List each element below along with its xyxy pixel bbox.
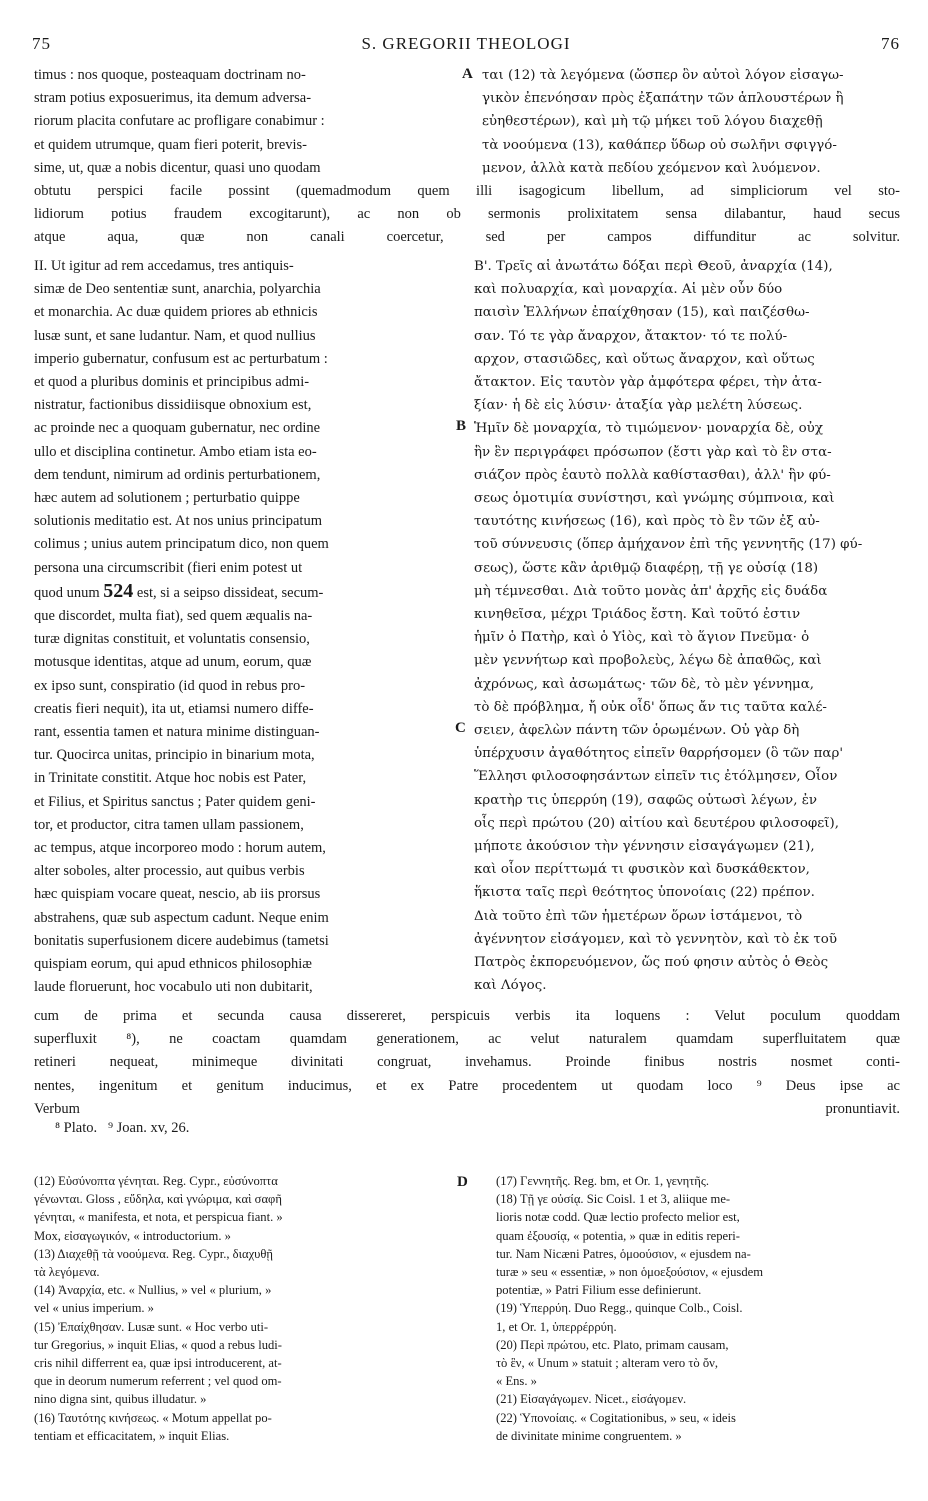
- latin-line: atque aqua, quæ non canali coercetur, sed per campos diffunditur ac solvitur.: [34, 229, 900, 246]
- note-line: (17) Γεννητῆς. Reg. bm, et Or. 1, γενητῆς.: [496, 1174, 709, 1188]
- note-line: (20) Περὶ πρώτου, etc. Plato, primam causam,: [496, 1337, 729, 1352]
- note-line: tur Gregorius, » inquit Elias, « quod a rebus ludi-: [34, 1337, 282, 1352]
- greek-column-top: [482, 64, 900, 180]
- greek-line: μὲν γεννήτωρ καὶ προβολεὺς, λέγω δὲ ἀπαθῶς, καὶ: [474, 653, 822, 669]
- margin-marker-a: A: [462, 66, 473, 82]
- greek-line: ἥκιστα ταῖς περὶ θεότητος ὑπονοίαις (22) πρέπον.: [474, 885, 815, 901]
- greek-line: τοῦ σύννευσις (ὅπερ ἀμήχανον ἐπὶ τῆς γεννητῆς (17) φύ-: [474, 537, 863, 553]
- latin-line: tur. Quocirca unitas, principio in binarium mota,: [34, 747, 315, 764]
- latin-line: est, si a seipso dissideat, secum-: [136, 584, 324, 601]
- source-notes: ⁸ Plato. ⁹ Joan. xv, 26.: [55, 1120, 190, 1136]
- latin-fullwidth-1: [34, 180, 900, 250]
- latin-line: cum de prima et secunda causa dissereret, perspicuis verbis ita loquens : Velut poculum quoddam: [34, 1008, 900, 1024]
- note-line: γένηται, « manifesta, et nota, et perspicua fiant. »: [34, 1210, 283, 1225]
- note-line: de divinitate minime congruentem. »: [496, 1428, 682, 1443]
- note-line: (15) Ἐπαίχθησαν. Lusæ sunt. « Hoc verbo uti-: [34, 1319, 269, 1334]
- page-number-right: 76: [881, 34, 900, 53]
- latin-line: simæ de Deo sententiæ sunt, anarchia, polyarchia: [34, 281, 321, 298]
- latin-line: que discordet, multa fiat), sed quem æqualis na-: [34, 608, 313, 625]
- latin-line: quod unum: [34, 584, 100, 601]
- greek-line: Β'. Τρεῖς αἱ ἀνωτάτω δόξαι περὶ Θεοῦ, ἀναρχία (14),: [474, 259, 833, 274]
- note-line: τὸ ἓν, « Unum » statuit ; alteram vero τὸ ὄν,: [496, 1356, 718, 1371]
- latin-line: et quidem utrumque, quam fieri poterit, brevis-: [34, 136, 308, 153]
- note-line: (21) Εἰσαγάγωμεν. Nicet., εἰσάγομεν.: [496, 1392, 687, 1407]
- latin-line: ac proinde nec a quoquam gubernatur, nec ordine: [34, 420, 321, 437]
- note-line: nino digna sint, quibus illudatur. »: [34, 1392, 207, 1407]
- greek-line: ἡμῖν ὁ Πατὴρ, καὶ ὁ Υἱὸς, καὶ τὸ ἅγιον Πνεῦμα· ὁ: [474, 630, 810, 646]
- latin-line: nistratur, factionibus dissidiisque obnoxium est,: [34, 397, 312, 414]
- note-line: lioris notæ codd. Quæ lectio profecto melior est,: [496, 1210, 740, 1225]
- note-line: (22) Ὑπονοίαις. « Cogitationibus, » seu, « ideis: [496, 1410, 736, 1425]
- latin-line: tor, et productor, citra tamen ullam passionem,: [34, 816, 304, 833]
- latin-line: superfluxit ⁸), ne coactam quamdam generationem, ac velut naturalem quamdam superfluitatem quæ: [34, 1031, 900, 1048]
- greek-column-main: [474, 255, 900, 998]
- latin-line: lusæ sunt, et sane ludantur. Nam, et quod nullius: [34, 327, 316, 344]
- latin-line: timus : nos quoque, posteaquam doctrinam no-: [34, 67, 306, 83]
- latin-line: laude floruerunt, hoc vocabulo uti non dubitarit,: [34, 979, 313, 996]
- greek-line: ὑπέρχυσιν ἀγαθότητος εἰπεῖν θαρρήσομεν (ὃ τῶν παρ': [474, 746, 844, 762]
- greek-line: καὶ πολυαρχία, καὶ μοναρχία. Αἱ μὲν οὖν δύο: [474, 282, 783, 298]
- latin-line: persona una circumscribit (fieri enim potest ut: [34, 559, 303, 576]
- latin-line: ullo et disciplina continetur. Ambo etiam ista eo-: [34, 443, 317, 460]
- greek-line: Ἕλλησι φιλοσοφησάντων εἰπεῖν τις ἐτόλμησεν, Οἷον: [474, 769, 838, 785]
- latin-line: nentes, ingenitum et genitum inducimus, et ex Patre procedentem ut quodam loco ⁹ Deus ipse ac: [34, 1077, 900, 1094]
- greek-line: ξίαν· ἡ δὲ εἰς λύσιν· ἀταξία γὰρ μελέτη λύσεως.: [474, 398, 803, 414]
- margin-marker-b: B: [456, 418, 467, 434]
- greek-line: γικὸν ἐπενόησαν πρὸς ἐξαπάτην τῶν ἁπλουστέρων ἢ: [482, 91, 844, 107]
- latin-line: hæc quispiam vocare queat, nescio, ab iis prorsus: [34, 886, 321, 903]
- latin-line: rant, essentia tamen et natura minime distinguan-: [34, 724, 320, 741]
- latin-line: obtutu perspici facile possint (quemadmodum quem illi isagogicum libellum, ad simpliciorum vel sto-: [34, 183, 900, 199]
- latin-line: imperio gubernatur, confusum est ac perturbatum :: [34, 350, 328, 367]
- latin-line: bonitatis superfusionem dicere audebimus (tametsi: [34, 932, 329, 949]
- note-line: γένωνται. Gloss , εὔδηλα, καὶ γνώριμα, καὶ σαφῆ: [34, 1192, 282, 1207]
- greek-line: σεως), ὥστε κἂν ἀριθμῷ διαφέρῃ, τῇ γε οὐσίᾳ (18): [474, 560, 819, 576]
- greek-line: τὰ νοούμενα (13), καθάπερ ὕδωρ οὐ σωλῆνι σφιγγό-: [482, 137, 837, 153]
- greek-line: σιάζον πρὸς ἑαυτὸ πολλὰ καθίστασθαι), ἀλλ' ἣν φύ-: [474, 467, 831, 483]
- note-line: (19) Ὑπερρύη. Duo Regg., quinque Colb., Coisl.: [496, 1301, 743, 1316]
- latin-line: stram potius exposuerimus, ita demum adversa-: [34, 90, 312, 107]
- note-line: vel « unius imperium. »: [34, 1301, 154, 1316]
- greek-line: μενον, ἀλλὰ κατὰ πεδίου χεόμενον καὶ λυόμενον.: [482, 160, 821, 176]
- running-header: [32, 34, 900, 60]
- latin-line: et quod a pluribus dominis et principibus admi-: [34, 374, 310, 391]
- note-line: potentiæ, » Patri Filium esse definierunt.: [496, 1283, 702, 1298]
- latin-column-main: [34, 255, 454, 1000]
- column-number: 524: [103, 579, 134, 602]
- latin-line: et monarchia. Ac duæ quidem priores ab ethnicis: [34, 304, 318, 321]
- note-line: Mox, εἰσαγωγικόν, « introductorium. »: [34, 1228, 231, 1243]
- latin-line: creatis fieri nequit), ita ut, etiamsi numero diffe-: [34, 700, 314, 717]
- note-line: 1, et Or. 1, ὑπερρέρρύη.: [496, 1319, 617, 1334]
- greek-line: οἷς περὶ πρώτου (20) αἰτίου καὶ δευτέρου φιλοσοφεῖ),: [474, 815, 839, 831]
- margin-marker-c: C: [455, 720, 466, 736]
- latin-line: ac tempus, atque incorporeo modo : horum autem,: [34, 840, 326, 857]
- page-title: S. GREGORII THEOLOGI: [361, 34, 571, 53]
- greek-line: παισὶν Ἑλλήνων ἐπαίχθησαν (15), καὶ παιζέσθω-: [474, 305, 810, 321]
- latin-line: riorum placita confutare ac profligare conabimur :: [34, 113, 325, 130]
- greek-line: καὶ οἷον περίττωμά τι φυσικὸν καὶ δυσκάθεκτον,: [474, 862, 810, 878]
- latin-line: et Filius, et Spiritus sanctus ; Pater quidem geni-: [34, 793, 316, 810]
- greek-line: αρχον, στασιῶδες, καὶ οὕτως ἄναρχον, καὶ οὕτως: [474, 351, 815, 367]
- latin-line: dem tendunt, nimirum ad ordinis perturbationem,: [34, 466, 321, 483]
- greek-line: ταυτότης κινήσεως (16), καὶ πρὸς τὸ ἓν τῶν ἐξ αὐ-: [474, 514, 820, 530]
- greek-line: μήποτε ἀκούσιον τὴν γέννησιν εἰσαγάγωμεν (21),: [474, 839, 815, 855]
- latin-line: Verbum pronuntiavit.: [34, 1100, 900, 1117]
- greek-line: εὐηθεστέρων), καὶ μὴ τῷ μήκει τοῦ λόγου διαχεθῇ: [482, 114, 823, 130]
- latin-line: turæ dignitas constituit, et voluntatis consensio,: [34, 631, 310, 648]
- note-line: turæ » seu « essentiæ, » non ὁμοεξούσιον, « ejusdem: [496, 1265, 764, 1280]
- note-line: τὰ λεγόμενα.: [34, 1265, 100, 1280]
- latin-line: sime, ut, quæ a nobis dicentur, quasi uno quodam: [34, 159, 321, 176]
- note-line: (12) Εὐσύνοπτα γένηται. Reg. Cypr., εὐσύνοπτα: [34, 1174, 278, 1188]
- latin-line: II. Ut igitur ad rem accedamus, tres antiquis-: [34, 258, 294, 274]
- greek-line: Πατρὸς ἐκπορευόμενον, ὥς πού φησιν αὐτὸς ὁ Θεὸς: [474, 955, 829, 971]
- latin-line: in Trinitate constitit. Atque hoc nobis est Pater,: [34, 770, 307, 787]
- greek-line: ἄτακτον. Εἰς ταυτὸν γὰρ ἀμφότερα φέρει, τὴν ἀτα-: [474, 375, 822, 391]
- latin-line: hæc autem ad solutionem ; perturbatio quippe: [34, 490, 300, 507]
- latin-line: abstrahens, quæ sub aspectum cadunt. Neque enim: [34, 909, 329, 926]
- latin-line-with-colnum: [34, 580, 454, 605]
- greek-line: τὸ δὲ πρόβλημα, ἤ οὐκ οἶδ' ὅπως ἄν τις ταῦτα καλέ-: [474, 699, 827, 715]
- greek-line: Ἡμῖν δὲ μοναρχία, τὸ τιμώμενον· μοναρχία δὲ, οὐχ: [474, 421, 823, 437]
- latin-line: ex ipso sunt, conspiratio (id quod in rebus pro-: [34, 677, 306, 694]
- page-number-left: 75: [32, 34, 51, 53]
- latin-line: solutionis meditatio est. At nos unius principatum: [34, 513, 322, 530]
- notes-right: [496, 1172, 900, 1445]
- greek-line: Διὰ τοῦτο ἐπὶ τῶν ἡμετέρων ὅρων ἱστάμενοι, τὸ: [474, 908, 803, 924]
- greek-line: ἀγέννητον εἰσάγομεν, καὶ τὸ γεννητὸν, καὶ τὸ ἐκ τοῦ: [474, 931, 837, 947]
- note-line: que in deorum numerum referrent ; vel quod om-: [34, 1374, 282, 1389]
- note-line: (14) Ἀναρχία, etc. « Nullius, » vel « plurium, »: [34, 1283, 272, 1298]
- latin-line: quispiam eorum, qui apud ethnicos philosophiæ: [34, 956, 312, 973]
- note-line: « Ens. »: [496, 1374, 537, 1389]
- greek-line: καὶ Λόγος.: [474, 978, 547, 994]
- latin-line: lidiorum potius fraudem excogitarunt), ac non ob sermonis prolixitatem sensa dilabantur, haud secus: [34, 206, 900, 223]
- note-line: quam ἐξουσίᾳ, « potentia, » quæ in editis reperi-: [496, 1228, 740, 1243]
- note-line: (18) Τῇ γε οὐσίᾳ. Sic Coisl. 1 et 3, aliique me-: [496, 1192, 731, 1207]
- note-line: tentiam et efficacitatem, » inquit Elias.: [34, 1428, 230, 1443]
- latin-column-top: [34, 64, 454, 180]
- greek-line: κινηθεῖσα, μέχρι Τριάδος ἔστη. Καὶ τοῦτό ἐστιν: [474, 607, 801, 623]
- latin-line: retineri nequeat, minimeque divinitati congruat, invehamus. Proinde finibus nostris nosmet conti-: [34, 1054, 900, 1071]
- note-line: (13) Διαχεθῇ τὰ νοούμενα. Reg. Cypr., διαχυθῇ: [34, 1246, 274, 1261]
- note-line: (16) Ταυτότης κινήσεως. « Motum appellat po-: [34, 1410, 272, 1425]
- latin-line: colimus ; unius autem principatum dico, non quem: [34, 536, 329, 553]
- note-line: cris nihil differrent ea, quæ ipsi introducerent, at-: [34, 1356, 282, 1371]
- margin-marker-d: D: [457, 1174, 468, 1190]
- latin-line: alter soboles, alter processio, aut quibus verbis: [34, 863, 305, 880]
- latin-line: motusque identitas, atque ad unum, eorum, quæ: [34, 654, 312, 671]
- greek-line: σεως ὁμοτιμία συνίστησι, καὶ γνώμης σύμπνοια, καὶ: [474, 491, 835, 507]
- greek-line: ἣν ἓν περιγράφει πρόσωπον (ἔστι γὰρ καὶ τὸ ἓν στα-: [474, 444, 832, 460]
- greek-line: μὴ τέμνεσθαι. Διὰ τοῦτο μονὰς ἀπ' ἀρχῆς εἰς δυάδα: [474, 583, 828, 599]
- note-line: tur. Nam Nicæni Patres, ὁμοούσιον, « ejusdem na-: [496, 1246, 751, 1261]
- greek-line: σειεν, ἀφελὼν πάντη τῶν ὁρωμένων. Οὐ γὰρ δὴ: [474, 723, 800, 739]
- greek-line: κρατὴρ τις ὑπερρύη (19), σαφῶς οὑτωσὶ λέγων, ἐν: [474, 792, 818, 808]
- greek-line: σαν. Τό τε γὰρ ἄναρχον, ἄτακτον· τό τε πολύ-: [474, 328, 788, 344]
- latin-fullwidth-2: [34, 1005, 900, 1121]
- notes-left: [34, 1172, 454, 1445]
- greek-line: ἀχρόνως, καὶ ἀσωμάτως· τῶν δὲ, τὸ μὲν γέννημα,: [474, 676, 815, 692]
- greek-line: ται (12) τὰ λεγόμενα (ὥσπερ ὃν αὐτοὶ λόγον εἰσαγω-: [482, 68, 844, 83]
